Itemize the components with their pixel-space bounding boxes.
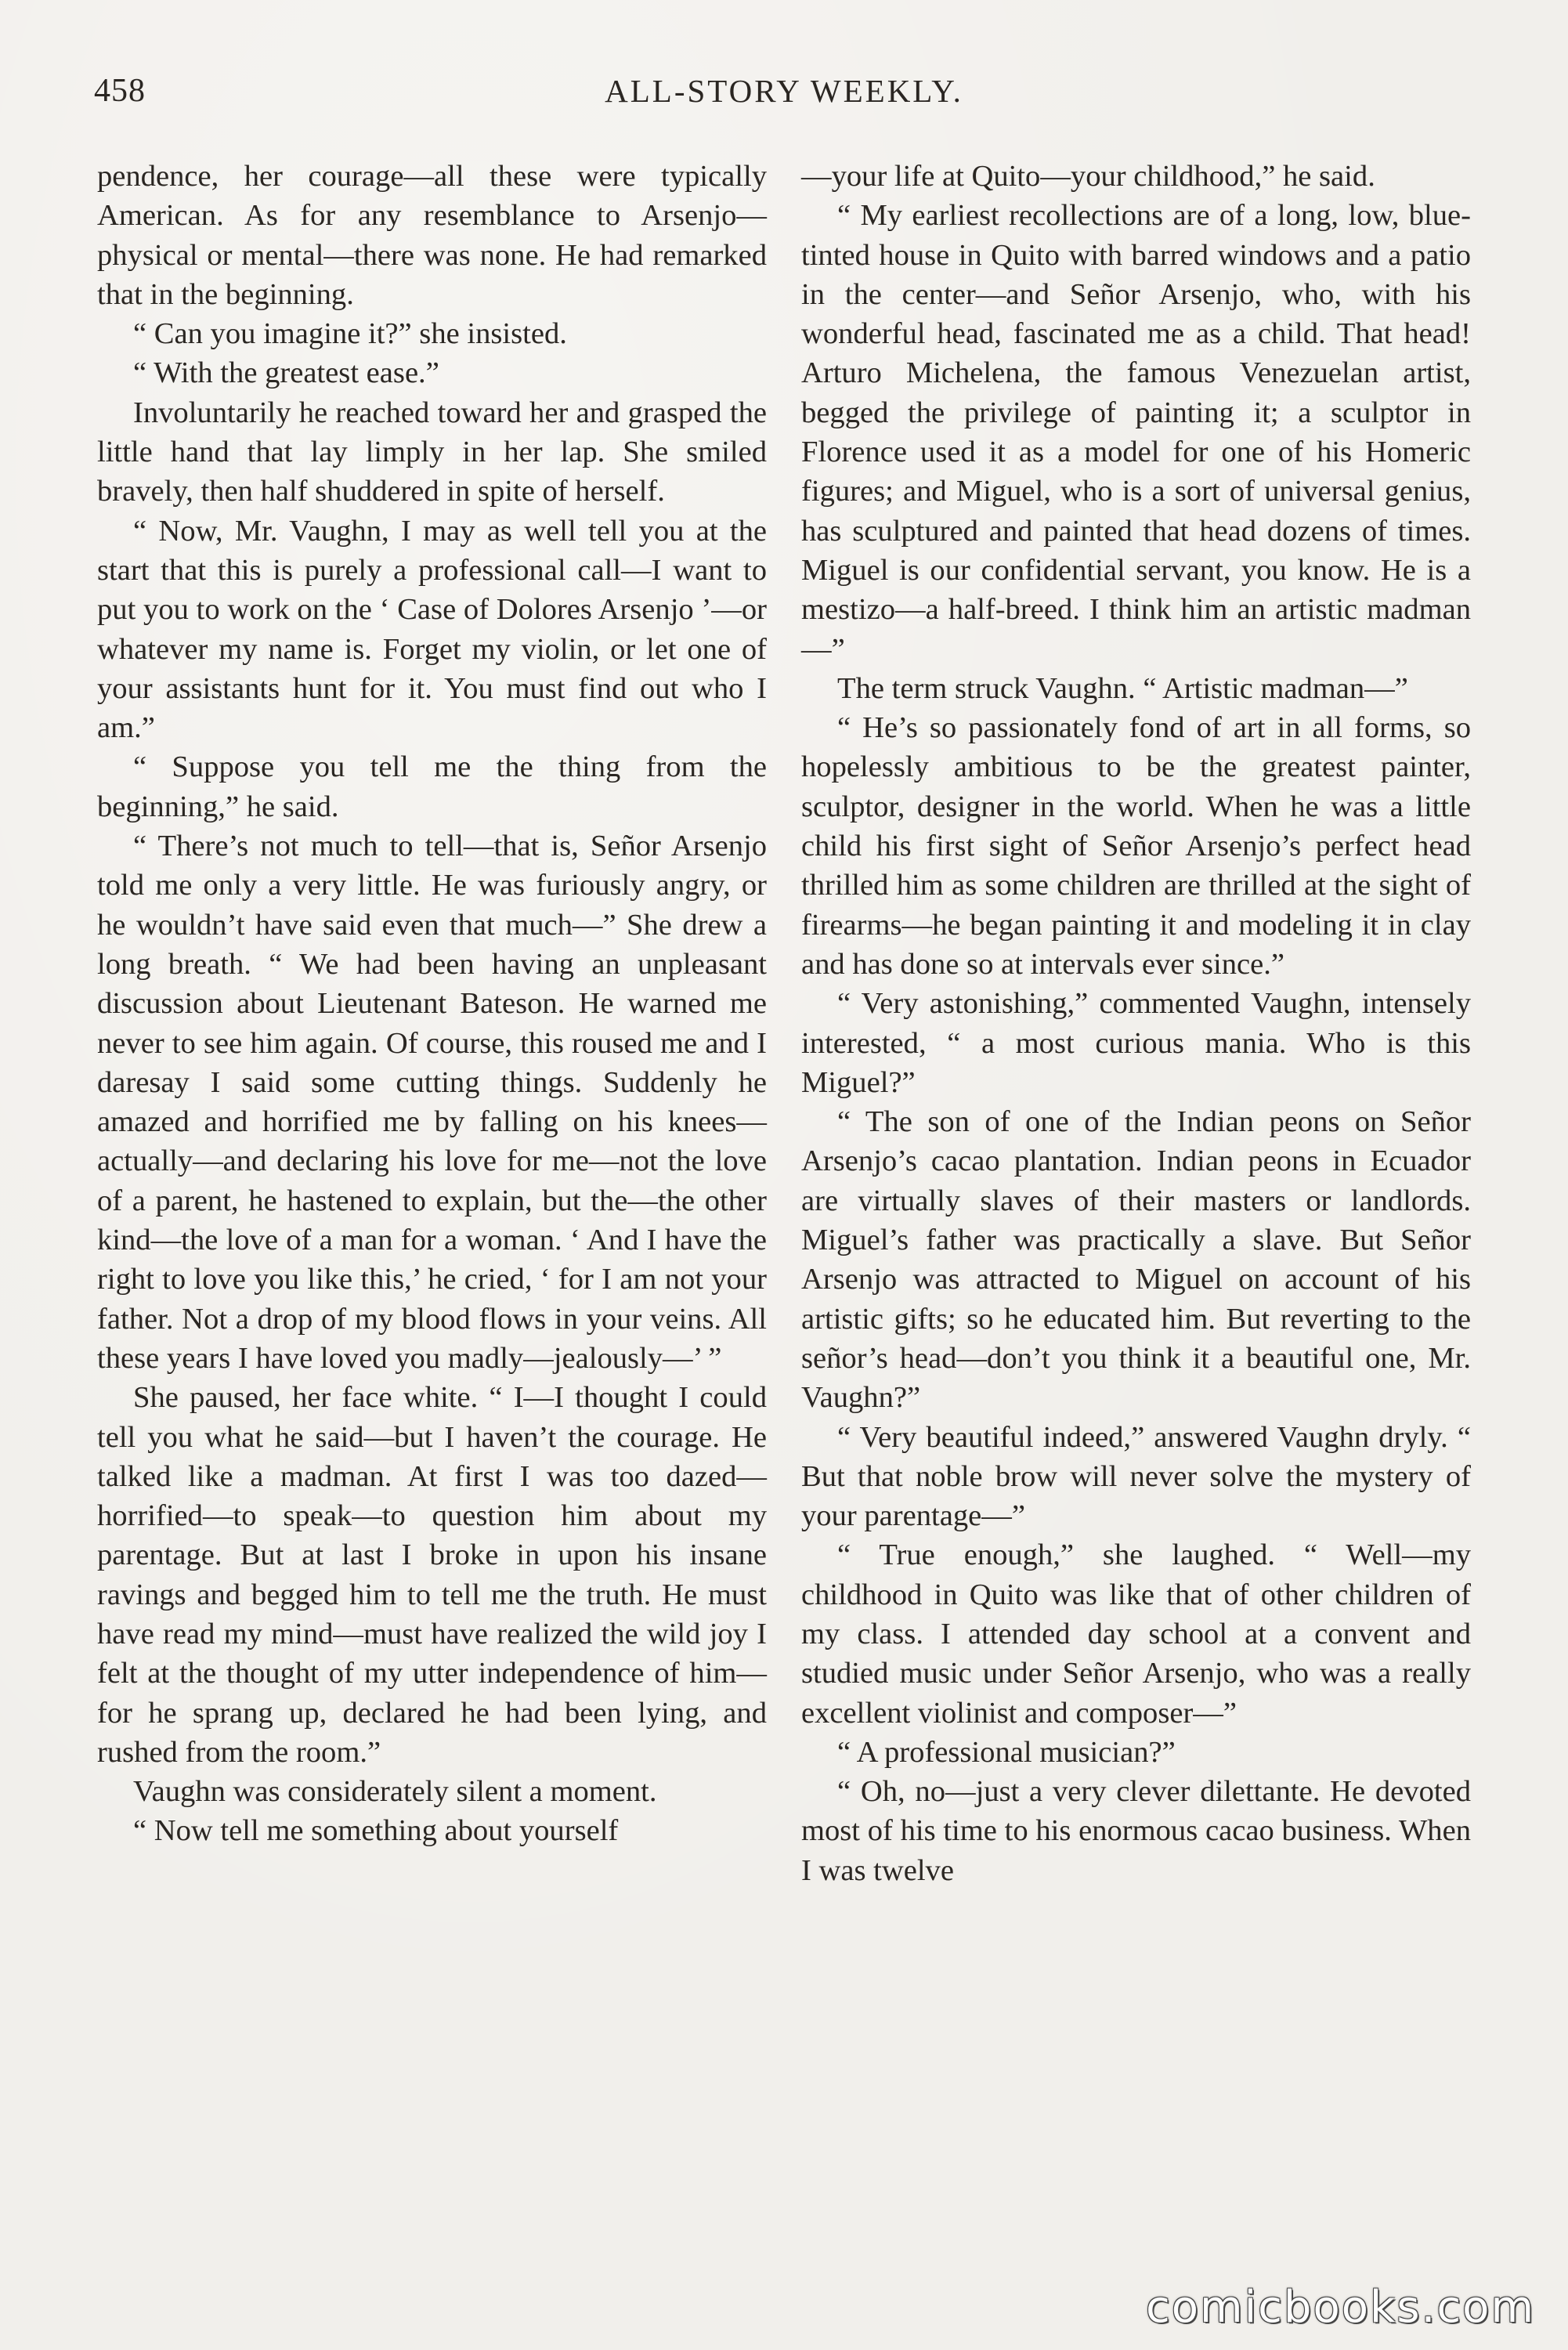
paragraph: “ He’s so passionately fond of art in all forms, so hopelessly ambitious to be the greatest painter, sculptor, designer in the world. When he was a little child his first sight of Señor Arsenjo’s perfect head thrilled him as some children are thrilled at the sight of firearms—he began painting it and modeling it in clay and has done so at intervals ever since.” xyxy=(801,711,1471,981)
page-number: 458 xyxy=(94,73,146,109)
paragraph: “ A professional musician?” xyxy=(837,1735,1176,1769)
running-title: ALL-STORY WEEKLY. xyxy=(605,73,963,109)
paragraph: “ Very beautiful indeed,” answered Vaughn dryly. “ But that noble brow will never solve the mystery of your parentage—” xyxy=(801,1420,1471,1533)
left-column xyxy=(97,157,767,2272)
paragraph: “ My earliest recollections are of a long, low, blue-tinted house in Quito with barred windows and a patio in the center—and Señor Arsenjo, who, with his wonderful head, fascinated me as a child. That head! Arturo Michelena, the famous Venezuelan artist, begged the privilege of painting it; a sculptor in Florence used it as a model for one of his Homeric figures; and Miguel, who is a sort of universal genius, has sculptured and painted that head dozens of times. Miguel is our confidential servant, you know. He is a mestizo—a half-breed. I think him an artistic madman—” xyxy=(801,199,1471,666)
paragraph: “ There’s not much to tell—that is, Señor Arsenjo told me only a very little. He was furiously angry, or he wouldn’t have said even that much—” She drew a long breath. “ We had been having an unpleasant discussion about Lieutenant Bateson. He warned me never to see him again. Of course, this roused me and I daresay I said some cutting things. Suddenly he amazed and horrified me by falling on his knees—actually—and declaring his love for me—not the love of a parent, he hastened to explain, but the—the other kind—the love of a man for a woman. ‘ And I have the right to love you like this,’ he cried, ‘ for I am not your father. Not a drop of my blood flows in your veins. All these years I have loved you madly—jealously—’ ” xyxy=(97,830,767,1375)
text-columns xyxy=(97,157,1471,2272)
paragraph: “ Now tell me something about yourself xyxy=(133,1814,619,1848)
paragraph: “ The son of one of the Indian peons on Señor Arsenjo’s cacao plantation. Indian peons in Ecuador are virtually slaves of their masters or landlords. Miguel’s father was practically a slave. But Señor Arsenjo was attracted to Miguel on account of his artistic gifts; so he educated him. But reverting to the señor’s head—don’t you think it a beautiful one, Mr. Vaughn?” xyxy=(801,1105,1471,1415)
paragraph: “ True enough,” she laughed. “ Well—my childhood in Quito was like that of other children of my class. I attended day school at a convent and studied music under Señor Arsenjo, who was a really excellent violinist and composer—” xyxy=(801,1538,1471,1730)
right-column xyxy=(801,157,1471,2272)
page-header xyxy=(94,72,1474,127)
paragraph: “ Oh, no—just a very clever dilettante. He devoted most of his time to his enormous cacao business. When I was twelve xyxy=(801,1775,1471,1887)
paragraph: pendence, her courage—all these were typically American. As for any resemblance to Arsenjo—physical or mental—there was none. He had remarked that in the beginning. xyxy=(97,160,767,311)
paragraph: “ Very astonishing,” commented Vaughn, intensely interested, “ a most curious mania. Who is this Miguel?” xyxy=(801,987,1471,1099)
paragraph: “ Suppose you tell me the thing from the beginning,” he said. xyxy=(97,750,767,823)
paragraph: “ Now, Mr. Vaughn, I may as well tell you at the start that this is purely a professional call—I want to put you to work on the ‘ Case of Dolores Arsenjo ’—or whatever my name is. Forget my violin, or let one of your assistants hunt for it. You must find out who I am.” xyxy=(97,514,767,745)
paragraph: “ Can you imagine it?” she insisted. xyxy=(133,317,567,351)
paragraph: The term struck Vaughn. “ Artistic madman—” xyxy=(837,671,1408,705)
paragraph: —your life at Quito—your childhood,” he said. xyxy=(801,160,1375,193)
paragraph: She paused, her face white. “ I—I thought I could tell you what he said—but I haven’t the courage. He talked like a madman. At first I was too dazed—horrified—to speak—to question him about my parentage. But at last I broke in upon his insane ravings and begged him to tell me the truth. He must have read my mind—must have realized the wild joy I felt at the thought of my utter independence of him—for he sprang up, declared he had been lying, and rushed from the room.” xyxy=(97,1381,767,1769)
watermark-logo: comicbooks.com xyxy=(1145,2282,1535,2333)
paragraph: Involuntarily he reached toward her and grasped the little hand that lay limply in her lap. She smiled bravely, then half shuddered in spite of herself. xyxy=(97,396,767,508)
paragraph: “ With the greatest ease.” xyxy=(133,356,439,390)
paragraph: Vaughn was considerately silent a moment. xyxy=(133,1775,657,1809)
